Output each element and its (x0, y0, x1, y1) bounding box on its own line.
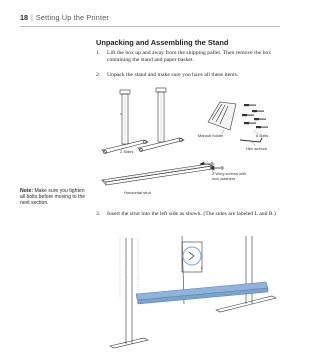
label-wing-screws (212, 172, 246, 181)
note-label: Note: (20, 188, 34, 194)
assembly-illustration (96, 234, 286, 352)
label-hex-wrench: Hex wrench (246, 146, 268, 151)
page-header (20, 13, 109, 22)
step-number: 2. (96, 72, 101, 78)
chapter-title: Setting Up the Printer (35, 13, 109, 22)
page-number: 18 (20, 13, 28, 22)
step-text: Lift the box up and away from the shipping pallet. Then remove the box containing the stand and paper basket. (107, 50, 272, 64)
step-number: 1. (96, 50, 101, 56)
side-label-callout (183, 247, 204, 270)
parts-illustration (96, 84, 286, 204)
label-wing-screws-line1: 2 Wing screws with (212, 171, 247, 176)
bolts (242, 104, 268, 128)
label-wing-screws-line2: lock washers (212, 175, 236, 181)
stand-side-left (102, 90, 148, 154)
svg-text:L: L (201, 265, 204, 270)
step-text: Unpack the stand and make sure you have all these items. (107, 72, 239, 78)
section-title: Unpacking and Assembling the Stand (96, 38, 229, 47)
manual-holder (208, 102, 236, 130)
side-note (20, 188, 90, 207)
hex-wrench (240, 138, 262, 142)
stand-side-right (138, 88, 184, 152)
left-stand-side (110, 238, 148, 348)
label-sides: 2 Sides (120, 149, 134, 154)
horizontal-strut (102, 164, 212, 185)
label-horizontal-strut: Horizontal strut (124, 190, 151, 195)
step-text: Insert the strut into the left side as shown. (The sides are labeled L and R.) (107, 211, 276, 217)
highlighted-strut (136, 282, 268, 304)
header-separator: | (31, 13, 33, 22)
step-number: 3. (96, 211, 101, 217)
header-rule (20, 26, 280, 27)
label-bolts: 6 Bolts (256, 133, 269, 138)
label-manual-holder: Manual holder (198, 133, 224, 138)
note-text: Make sure you tighten all bolts before moving to the next section. (20, 188, 86, 207)
